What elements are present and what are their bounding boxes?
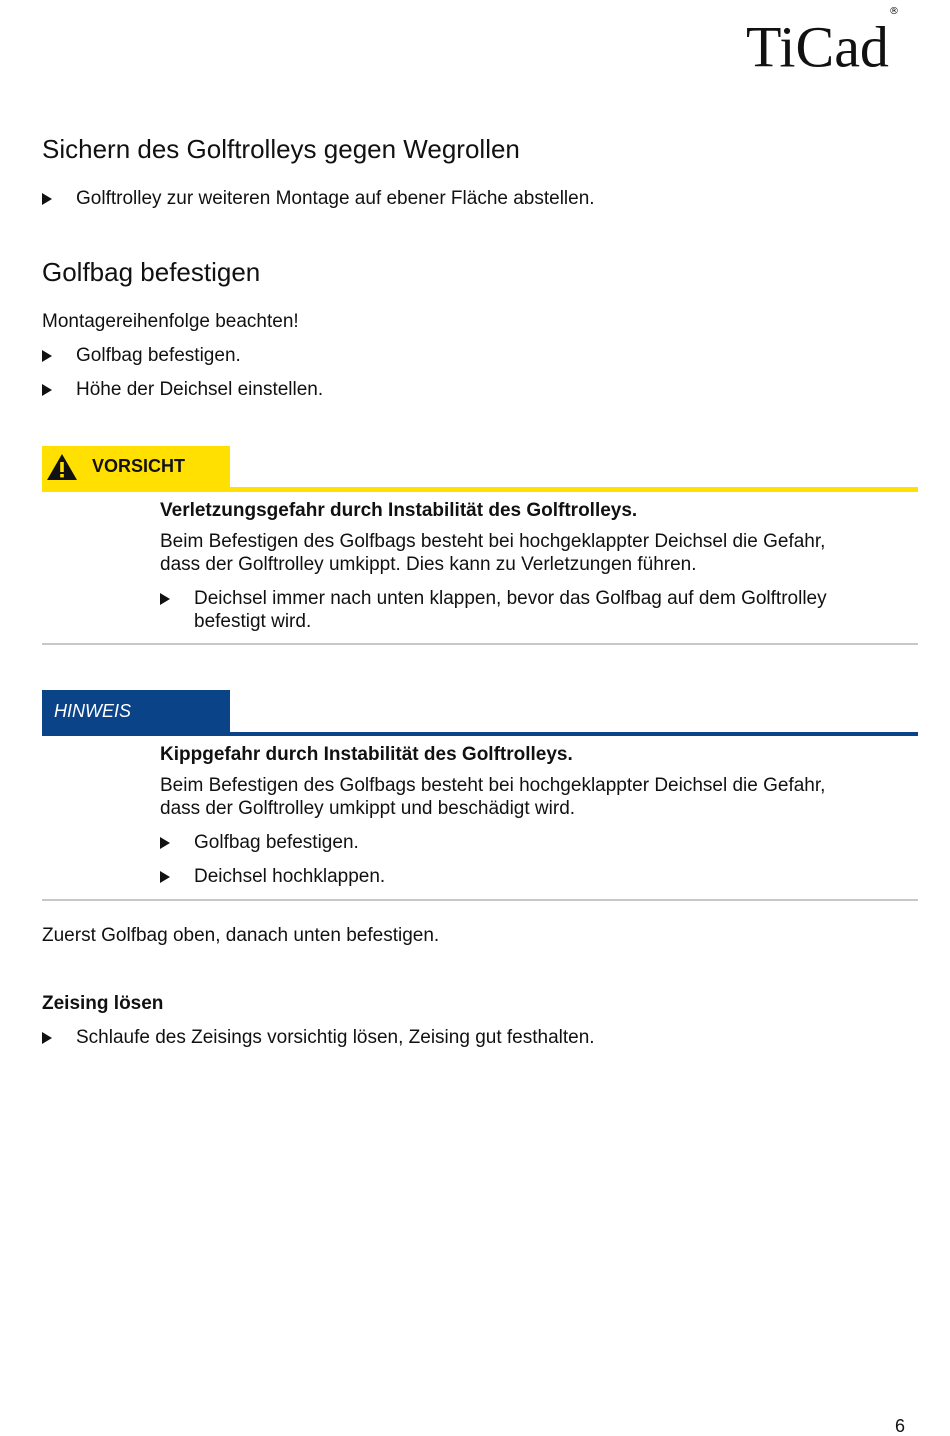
notice-bottom-rule (42, 899, 918, 901)
bullet-arrow-icon (42, 350, 52, 362)
caution-label: VORSICHT (92, 456, 186, 476)
caution-bullet-line-1: Deichsel immer nach unten klappen, bevor das Golfbag auf dem Golftrolley (194, 588, 827, 609)
registered-mark: ® (888, 6, 899, 17)
intro-text: Montagereihenfolge beachten! (42, 311, 299, 332)
list-item-text: Deichsel hochklappen. (194, 866, 386, 887)
caution-heading: Verletzungsgefahr durch Instabilität des Golftrolleys. (160, 500, 638, 521)
bullet-arrow-icon (42, 1032, 52, 1044)
list-item (42, 187, 902, 210)
bullet-arrow-icon (42, 384, 52, 396)
bullet-arrow-icon (42, 193, 52, 205)
list-item-text: Golftrolley zur weiteren Montage auf ebener Fläche abstellen. (76, 188, 595, 209)
caution-divider (42, 487, 918, 492)
page-number: 6 (895, 1416, 906, 1436)
section-title-golfbag: Golfbag befestigen (42, 257, 261, 287)
notice-list-item (160, 831, 920, 854)
notice-divider (42, 732, 918, 736)
list-item-text: Schlaufe des Zeisings vorsichtig lösen, Zeising gut festhalten. (76, 1027, 595, 1048)
logo-text: TiCad (746, 14, 889, 80)
ticad-logo (746, 6, 899, 80)
bullet-arrow-icon (160, 837, 170, 849)
warning-triangle-icon (46, 453, 78, 481)
notice-heading: Kippgefahr durch Instabilität des Golftrolleys. (160, 744, 573, 765)
notice-label-box (42, 690, 230, 735)
caution-label-box (42, 446, 230, 488)
list-item-text: Golfbag befestigen. (76, 345, 241, 366)
list-item-text: Höhe der Deichsel einstellen. (76, 379, 324, 400)
notice-body-line-2: dass der Golftrolley umkippt und beschädigt wird. (160, 798, 576, 819)
bullet-arrow-icon (160, 593, 170, 605)
caution-body-line-2: dass der Golftrolley umkippt. Dies kann zu Verletzungen führen. (160, 554, 697, 575)
bullet-arrow-icon (160, 871, 170, 883)
notice-list-item (160, 865, 920, 888)
caution-list-item (160, 587, 920, 633)
notice-body-line-1: Beim Befestigen des Golfbags besteht bei hochgeklappter Deichsel die Gefahr, (160, 775, 826, 796)
caution-body-line-1: Beim Befestigen des Golfbags besteht bei hochgeklappter Deichsel die Gefahr, (160, 531, 826, 552)
caution-bullet-line-2: befestigt wird. (194, 611, 312, 632)
list-item-text: Golfbag befestigen. (194, 832, 359, 853)
list-item (42, 378, 902, 401)
list-item (42, 344, 902, 367)
order-instruction: Zuerst Golfbag oben, danach unten befestigen. (42, 925, 440, 946)
section-title-wegrollen: Sichern des Golftrolleys gegen Wegrollen (42, 134, 520, 164)
section-title-zeising: Zeising lösen (42, 993, 164, 1014)
list-item (42, 1026, 902, 1049)
caution-bottom-rule (42, 643, 918, 645)
notice-label: HINWEIS (54, 701, 132, 721)
